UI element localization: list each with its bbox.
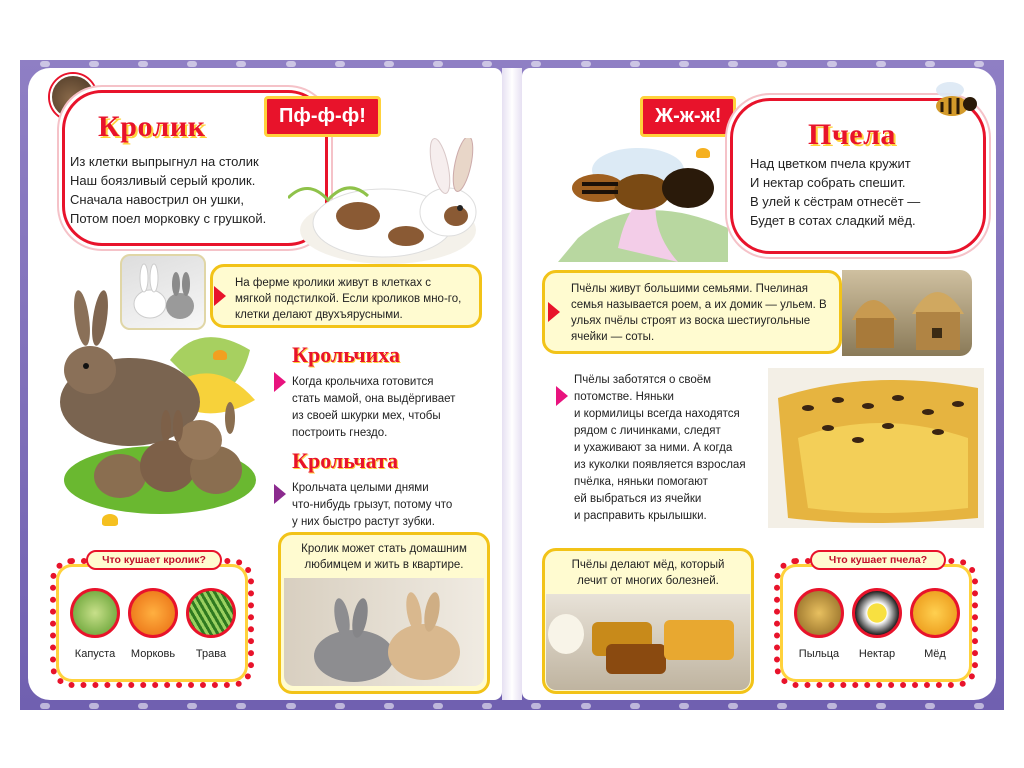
doe-title: Крольчиха	[292, 342, 400, 367]
honeycomb-photo	[768, 368, 984, 528]
rabbit-food-title: Что кушает кролик?	[86, 550, 222, 570]
kits-text: Крольчата целыми днями что-нибудь грызут, потому что у них быстро растут зубки.	[292, 482, 453, 528]
bee-food-title: Что кушает пчела?	[810, 550, 946, 570]
pet-rabbits-photo	[284, 578, 484, 686]
butterfly-icon	[696, 148, 710, 158]
butterfly-icon	[102, 514, 118, 526]
care-pointer-icon	[556, 386, 568, 406]
honey-info-text: Пчёлы делают мёд, который лечит от многих болезней.	[571, 559, 725, 587]
grass-icon	[186, 588, 236, 638]
kits-pointer-icon	[274, 484, 286, 504]
nectar-flower-icon	[852, 588, 902, 638]
doe-pointer-icon	[274, 372, 286, 392]
pollen-icon	[794, 588, 844, 638]
food-label-honey: Мёд	[924, 648, 946, 660]
bee-avatar-icon	[930, 80, 978, 120]
rabbit-page	[28, 68, 502, 700]
beehives-photo	[842, 270, 972, 356]
rabbit-poem: Из клетки выпрыгнул на столик Наш боязливый серый кролик. Сначала навострил он ушки, Потом поел морковку с грушкой.	[70, 154, 267, 226]
food-label-grass: Трава	[195, 648, 227, 660]
animal-silhouette-border-bottom	[20, 701, 1004, 710]
cabbage-icon	[70, 588, 120, 638]
rabbit-sound-label: Пф-ф-ф!	[264, 96, 381, 137]
rabbit-food-panel	[50, 554, 254, 688]
bee-page	[522, 68, 996, 700]
rabbit-title: Кролик	[98, 110, 206, 143]
bee-food-panel	[774, 554, 978, 688]
bee-sound-label: Ж-ж-ж!	[640, 96, 736, 137]
butterfly-icon	[213, 350, 227, 360]
food-label-carrot: Морковь	[130, 648, 176, 660]
bee-poem: Над цветком пчела кружит И нектар собрать спешит. В улей к сёстрам отнесёт — Будет в сотах сладкий мёд.	[750, 156, 921, 228]
food-label-pollen: Пыльца	[798, 648, 840, 660]
honey-jar-icon	[910, 588, 960, 638]
bee-family-box	[542, 270, 842, 354]
bee-title: Пчела	[808, 118, 896, 151]
carrot-icon	[128, 588, 178, 638]
kits-title: Крольчата	[292, 448, 399, 473]
food-label-nectar: Нектар	[858, 648, 896, 660]
family-pointer-icon	[548, 302, 560, 322]
doe-text: Когда крольчиха готовится стать мамой, она выдёргивает из своей шкурки мех, чтобы построить гнездо.	[292, 376, 456, 439]
rabbit-family-photo	[50, 290, 260, 520]
honey-photo	[546, 594, 750, 690]
bee-family-text: Пчёлы живут большими семьями. Пчелиная семья называется роем, а их домик — ульем. В ульях пчёлы строят из воска шестиугольные ячейки — соты.	[571, 283, 827, 343]
book-spread	[20, 60, 1004, 710]
pet-info-text: Кролик может стать домашним любимцем и жить в квартире.	[301, 543, 467, 571]
bee-care-text: Пчёлы заботятся о своём потомстве. Няньки и кормилицы всегда находятся рядом с личинками, следят и ухаживают за ними. А когда из куколки появляется взрослая пчёлка, няньки помогают ей выбраться из ячейки и расправить крылышки.	[574, 374, 746, 522]
white-rabbit-photo	[288, 138, 488, 268]
book-gutter	[502, 68, 522, 700]
food-label-cabbage: Капуста	[74, 648, 116, 660]
farm-info-text: На ферме кролики живут в клетках с мягкой подстилкой. Если кроликов мно-го, клетки делают двухъярусными.	[235, 277, 462, 321]
